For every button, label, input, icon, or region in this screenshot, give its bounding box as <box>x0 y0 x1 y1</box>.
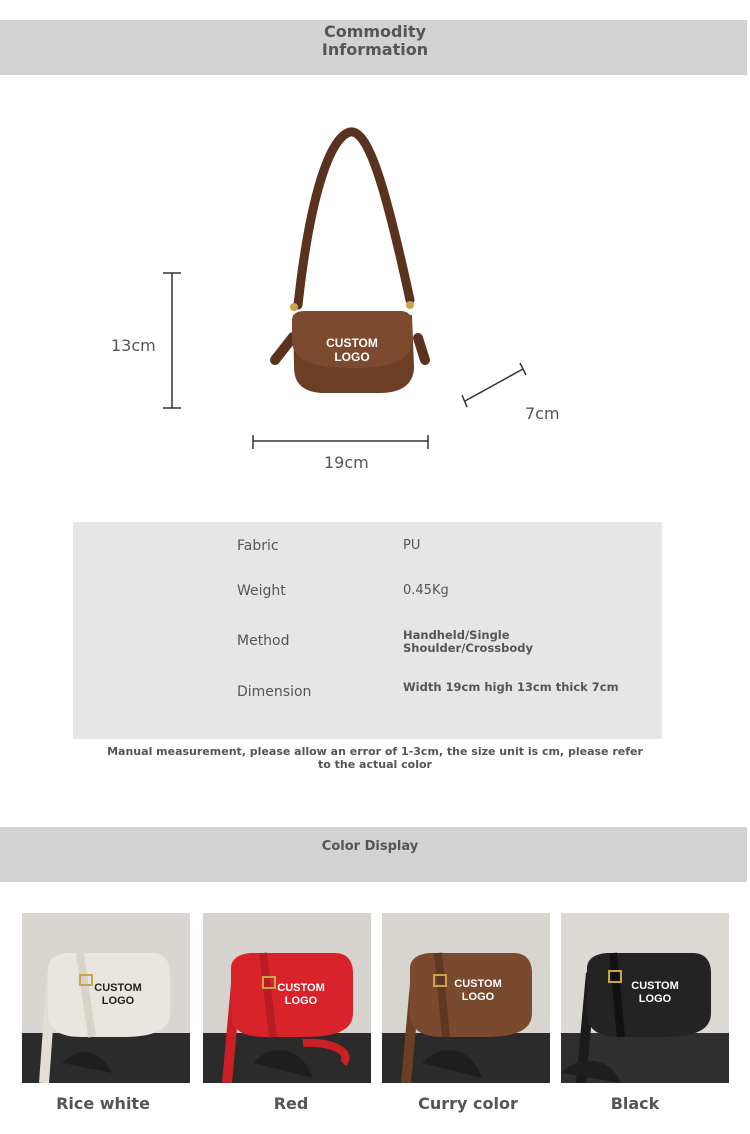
bag-photo <box>203 913 371 1083</box>
depth-label: 7cm <box>525 404 560 423</box>
logo-text-line2: LOGO <box>334 350 370 364</box>
logo-text-line1: CUSTOM <box>326 336 378 350</box>
color-swatch-curry[interactable] <box>382 913 550 1083</box>
color-label: Black <box>610 1094 660 1113</box>
ring-left <box>290 303 298 311</box>
bag-photo <box>561 913 729 1083</box>
measurement-note: Manual measurement, please allow an error of 1-3cm, the size unit is cm, please refer to the actual color <box>107 745 643 771</box>
height-label: 13cm <box>111 336 156 355</box>
color-display-header <box>0 827 747 882</box>
bag-photo <box>22 913 190 1083</box>
svg-text:LOGO: LOGO <box>461 991 495 1003</box>
section-title: Commodity Information <box>321 22 429 59</box>
color-label: Curry color <box>418 1094 518 1113</box>
depth-line <box>465 369 523 401</box>
spec-label: Fabric <box>237 538 279 554</box>
spec-label: Dimension <box>237 684 312 700</box>
side-strap-right <box>418 338 425 360</box>
width-label: 19cm <box>324 453 369 472</box>
side-strap-left <box>275 337 293 360</box>
svg-text:LOGO: LOGO <box>638 993 672 1005</box>
color-swatch-red[interactable] <box>203 913 371 1083</box>
svg-text:CUSTOM: CUSTOM <box>454 978 502 990</box>
section-title: Color Display <box>321 839 419 854</box>
svg-text:CUSTOM: CUSTOM <box>94 982 142 994</box>
bag-photo <box>382 913 550 1083</box>
spec-table <box>73 522 662 739</box>
svg-text:CUSTOM: CUSTOM <box>631 980 679 992</box>
spec-value: 0.45Kg <box>403 583 449 598</box>
color-swatch-black[interactable] <box>561 913 729 1083</box>
svg-text:LOGO: LOGO <box>101 995 135 1007</box>
color-label: Red <box>273 1094 309 1113</box>
svg-text:CUSTOM: CUSTOM <box>277 982 325 994</box>
spec-label: Weight <box>237 583 286 599</box>
color-label: Rice white <box>56 1094 150 1113</box>
bag-strap <box>298 132 410 305</box>
color-swatch-rice-white[interactable] <box>22 913 190 1083</box>
spec-value: Handheld/Single Shoulder/Crossbody <box>403 628 533 655</box>
svg-text:LOGO: LOGO <box>284 995 318 1007</box>
spec-value: PU <box>403 538 421 553</box>
bag-illustration <box>0 75 750 515</box>
spec-value: Width 19cm high 13cm thick 7cm <box>403 680 619 694</box>
product-dimension-figure <box>0 75 750 515</box>
spec-label: Method <box>237 633 290 649</box>
ring-right <box>406 301 414 309</box>
commodity-info-header <box>0 20 747 75</box>
